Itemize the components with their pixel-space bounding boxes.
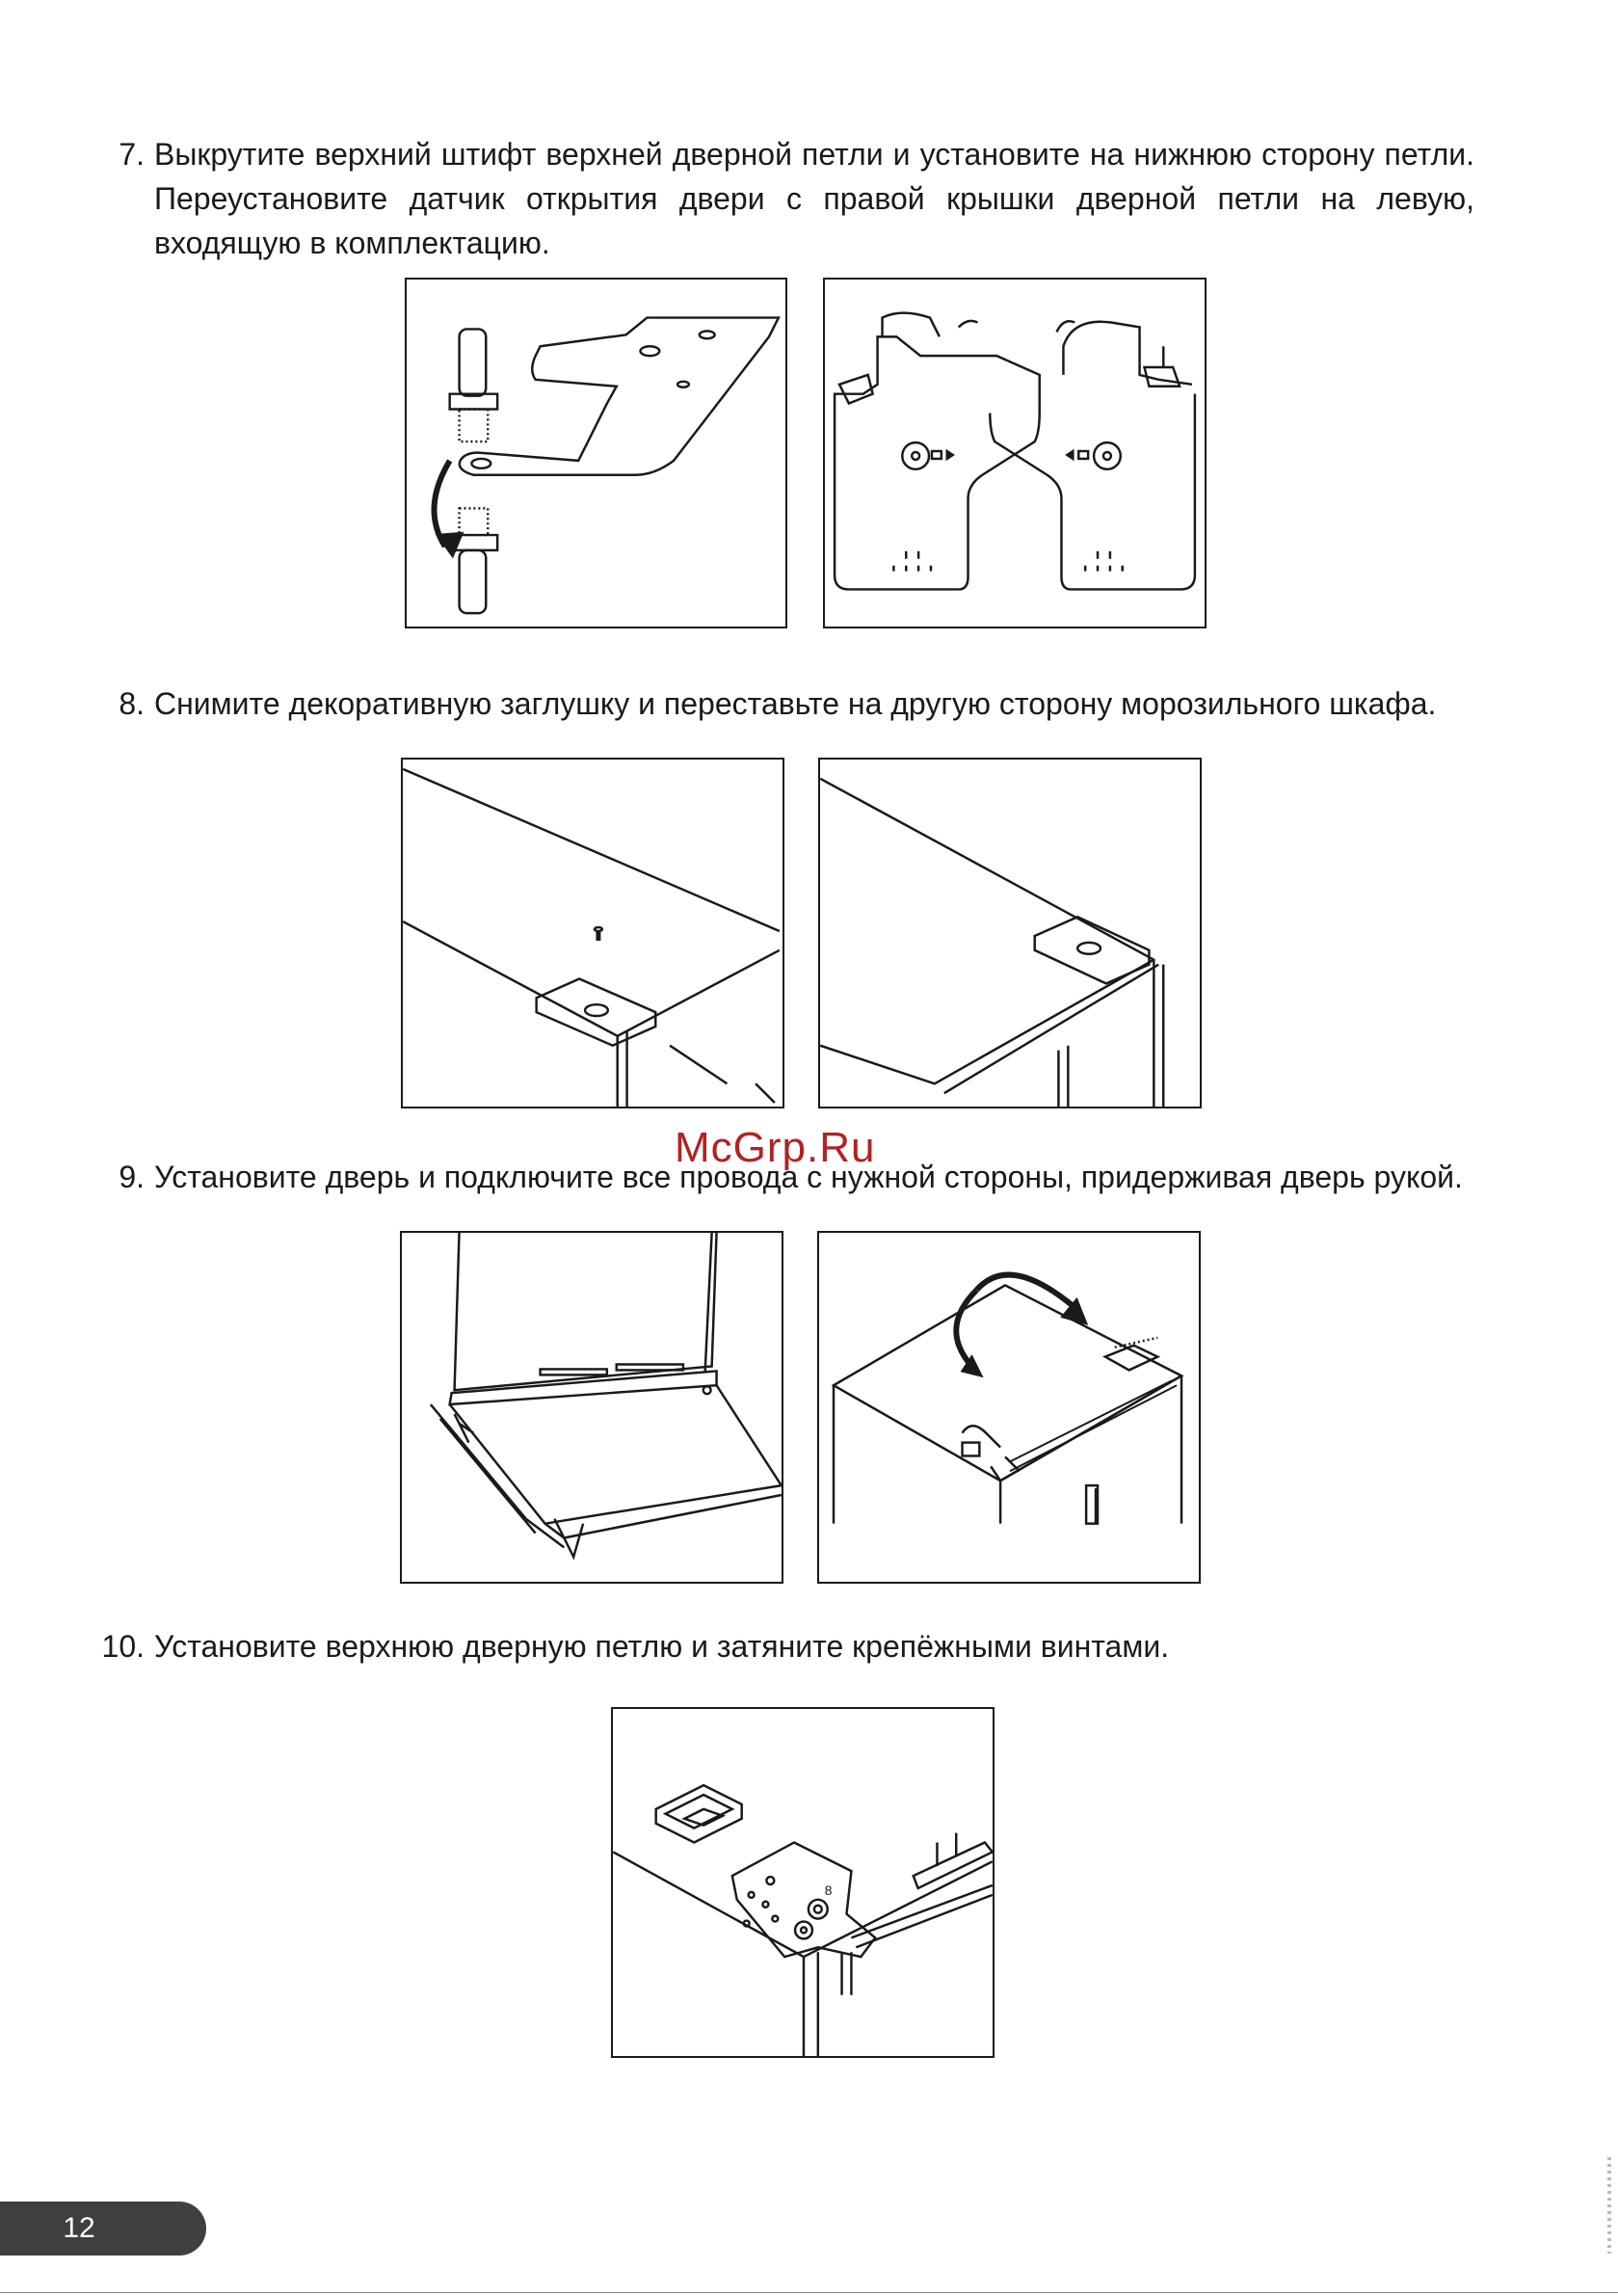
watermark: McGrp.Ru <box>675 1124 876 1171</box>
cabinet-top-icon <box>820 760 1200 1107</box>
hinge-screw-icon <box>613 1709 993 2056</box>
step-number: 9. <box>119 1160 145 1194</box>
step-text: Снимите декоративную заглушку и переставьте на другую сторону морозильного шкафа. <box>154 686 1437 721</box>
wire-arrow-icon <box>819 1233 1199 1582</box>
step-8 <box>119 681 1474 726</box>
door-icon <box>402 1233 782 1582</box>
figure-plug-before <box>401 758 784 1108</box>
hinge-cover-icon <box>825 280 1205 627</box>
step-text: Установите дверь и подключите все провода с нужной стороны, придерживая дверь рукой. <box>154 1160 1463 1194</box>
page-number: 12 <box>63 2212 95 2244</box>
bottom-rule <box>0 2292 1618 2293</box>
cabinet-top-icon <box>403 760 782 1107</box>
figure-hinge-pin-swap <box>405 278 787 628</box>
step-7 <box>119 132 1474 265</box>
step-number: 7. <box>119 137 145 172</box>
edge-mark <box>1607 2157 1611 2254</box>
step-text: Установите верхнюю дверную петлю и затяните крепёжными винтами. <box>154 1629 1170 1664</box>
svg-text:8: 8 <box>824 1882 833 1898</box>
figure-plug-after <box>818 758 1202 1108</box>
step-10 <box>101 1624 1474 1669</box>
step-number: 8. <box>119 686 145 721</box>
figure-door-install <box>400 1231 783 1584</box>
figure-hinge-covers <box>823 278 1207 628</box>
page-number-badge <box>0 2202 206 2256</box>
step-9 <box>119 1155 1474 1199</box>
step-text: Выкрутите верхний штифт верхней дверной петли и установите на нижнюю сторону петли. Переустановите датчик открытия двери с правой крышки дверной петли на левую, входящую в комплектацию. <box>154 137 1474 260</box>
figure-wiring <box>817 1231 1201 1584</box>
figure-top-hinge <box>611 1707 995 2058</box>
step-number: 10. <box>101 1629 145 1664</box>
hinge-pin-icon <box>407 280 785 627</box>
